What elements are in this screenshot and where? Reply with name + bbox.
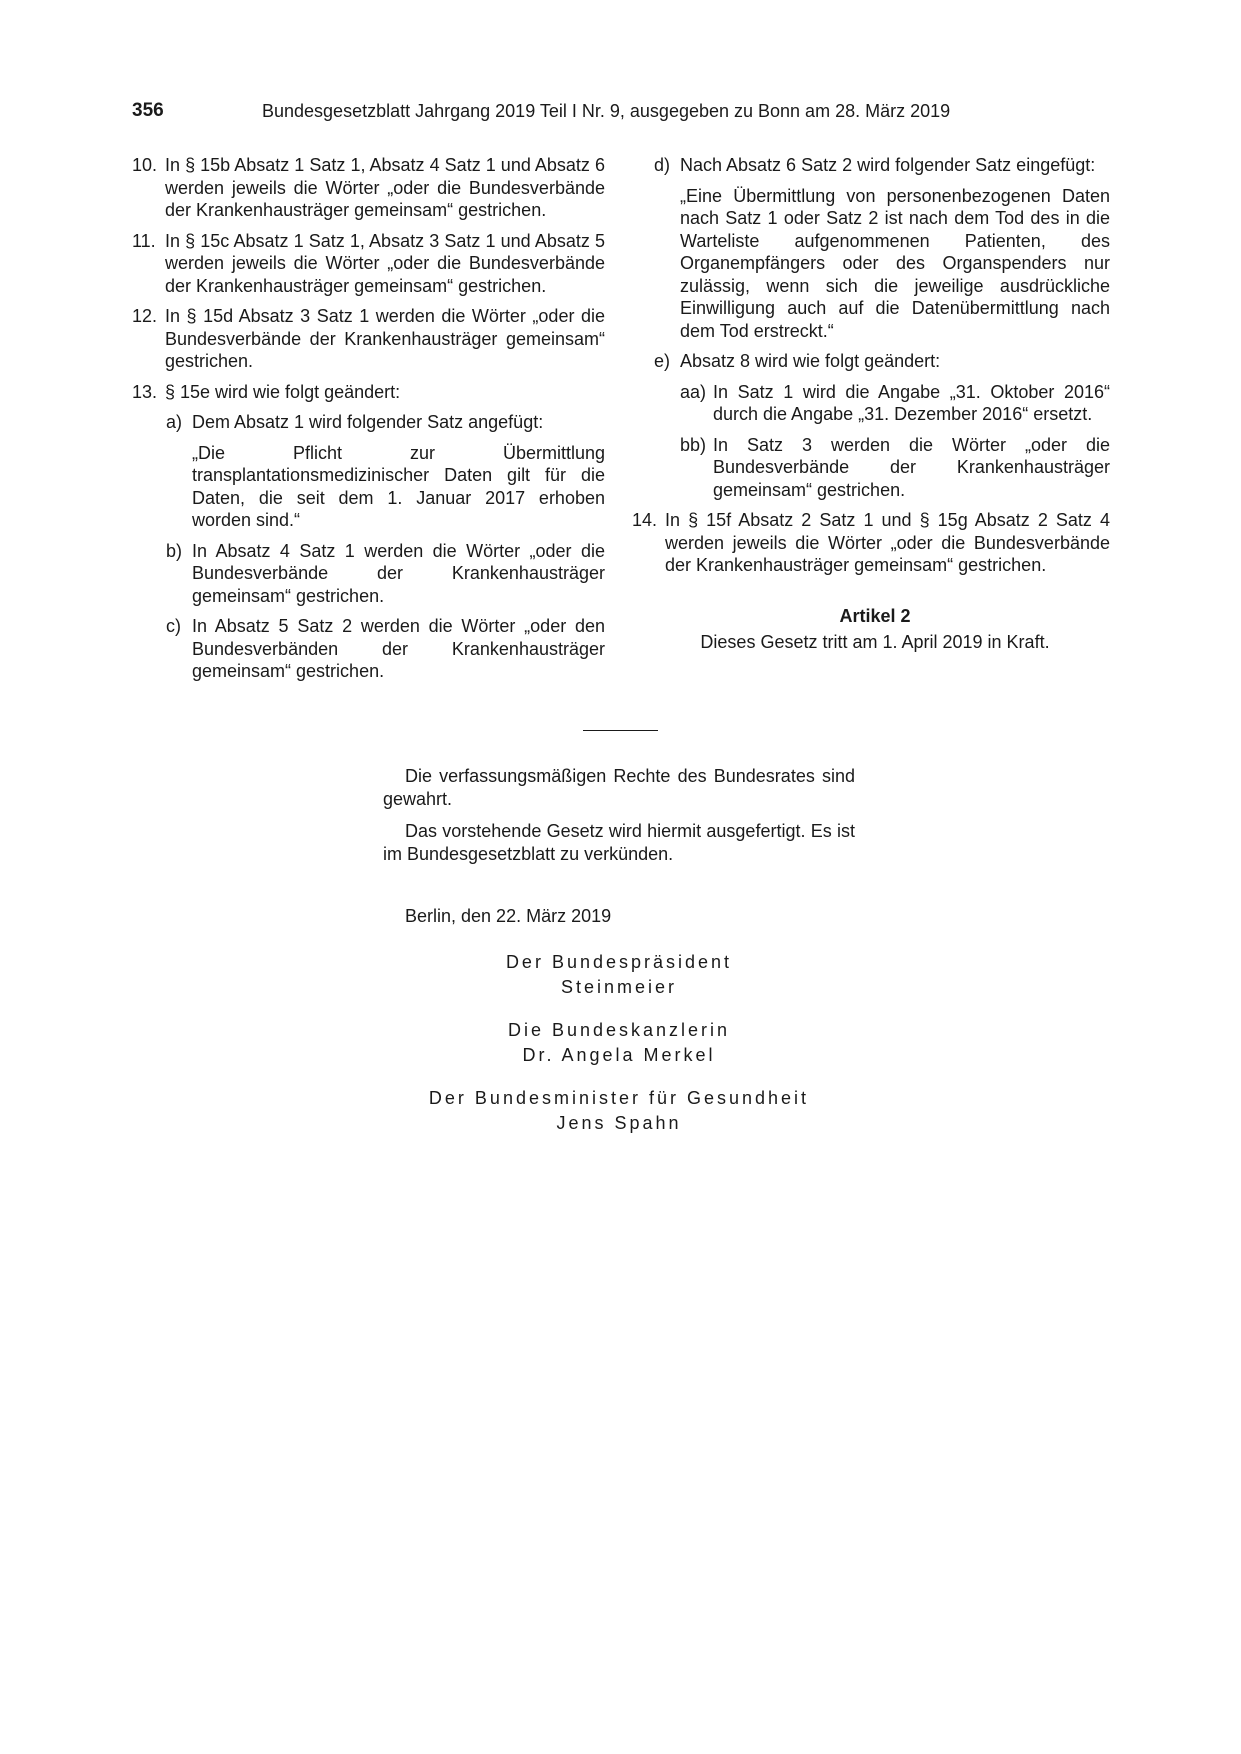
sub-item-text: In Absatz 4 Satz 1 werden die Wörter „oder die Bundesverbände der Krankenhausträger gemeinsam“ gestrichen. [192,540,605,606]
sub-item-c: c) In Absatz 5 Satz 2 werden die Wörter „oder den Bundesverbänden der Krankenhausträger gemeinsam“ gestrichen. [166,616,605,681]
sub-item-e: e) Absatz 8 wird wie folgt geändert: [654,351,941,371]
sub-item-a: a) Dem Absatz 1 wird folgender Satz angefügt: [166,412,544,432]
closing-paragraph-1: Die verfassungsmäßigen Rechte des Bundesrates sind gewahrt. [383,766,855,809]
signature-name: Steinmeier [560,977,678,997]
item-text: In § 15d Absatz 3 Satz 1 werden die Wörter „oder die Bundesverbände der Krankenhausträger gemeinsam“ gestrichen. [165,306,605,371]
quote-block [166,442,605,532]
sub-item-text: Nach Absatz 6 Satz 2 wird folgender Satz eingefügt: [680,155,1096,175]
signature-role: Die Bundeskanzlerin [507,1020,731,1040]
sub-item-text: Dem Absatz 1 wird folgender Satz angefügt: [192,412,544,432]
signature-block-minister [383,1086,855,1136]
item-text: In § 15f Absatz 2 Satz 1 und § 15g Absatz 2 Satz 4 werden jeweils die Wörter „oder die Bundesverbände der Krankenhausträger gemeinsam“ gestrichen. [665,510,1110,575]
signature-block-president [383,950,855,1000]
quote-text: „Eine Übermittlung von personenbezogenen Daten nach Satz 1 oder Satz 2 ist nach dem Tod des in die Warteliste aufgenommenen Patienten, des Organempfängers oder des Organspenders nur zulässig, wenn sich die jeweilige ausdrückliche Einwilligung auch auf die Datenübermittlung nach dem Tod erstreckt.“ [680,185,1110,341]
sub-item-text: Absatz 8 wird wie folgt geändert: [680,351,941,371]
list-item-14: 14. In § 15f Absatz 2 Satz 1 und § 15g Absatz 2 Satz 4 werden jeweils die Wörter „oder die Bundesverbände der Krankenhausträger gemeinsam“ gestrichen. [632,510,1110,575]
item-text: § 15e wird wie folgt geändert: [165,381,401,402]
sub-sub-item-aa: aa) In Satz 1 wird die Angabe „31. Oktober 2016“ durch die Angabe „31. Dezember 2016“ ersetzt. [680,381,1110,424]
sub-sub-item-bb: bb) In Satz 3 werden die Wörter „oder die Bundesverbände der Krankenhausträger gemeinsam“ gestrichen. [680,434,1110,500]
signature-role: Der Bundesminister für Gesundheit [428,1088,810,1108]
signature-block-chancellor [383,1018,855,1068]
signature-name: Jens Spahn [556,1113,682,1133]
sub-item-d: d) Nach Absatz 6 Satz 2 wird folgender Satz eingefügt: [654,155,1096,175]
quote-block [654,185,1110,343]
header-title: Bundesgesetzblatt Jahrgang 2019 Teil I Nr. 9, ausgegeben zu Bonn am 28. März 2019 [262,101,951,121]
section-divider [583,730,658,731]
signature-name: Dr. Angela Merkel [522,1045,716,1065]
right-column [632,154,1110,654]
list-item-11: 11. In § 15c Absatz 1 Satz 1, Absatz 3 Satz 1 und Absatz 5 werden jeweils die Wörter „oder die Bundesverbände der Krankenhausträger gemeinsam“ gestrichen. [132,230,605,296]
sub-sub-item-text: In Satz 1 wird die Angabe „31. Oktober 2016“ durch die Angabe „31. Dezember 2016“ ersetzt. [713,381,1110,424]
sub-sub-item-text: In Satz 3 werden die Wörter „oder die Bundesverbände der Krankenhausträger gemeinsam“ gestrichen. [713,434,1110,500]
list-item-12: 12. In § 15d Absatz 3 Satz 1 werden die Wörter „oder die Bundesverbände der Krankenhausträger gemeinsam“ gestrichen. [132,306,605,371]
item-text: In § 15b Absatz 1 Satz 1, Absatz 4 Satz 1 und Absatz 6 werden jeweils die Wörter „oder die Bundesverbände der Krankenhausträger gemeinsam“ gestrichen. [165,155,605,220]
place-and-date: Berlin, den 22. März 2019 [405,906,612,926]
list-item-13: 13. § 15e wird wie folgt geändert: [132,381,401,402]
left-column [132,154,605,691]
quote-text: „Die Pflicht zur Übermittlung transplantationsmedizinischer Daten gilt für die Daten, die seit dem 1. Januar 2017 erhoben worden sind.“ [192,442,605,530]
article-text: Dieses Gesetz tritt am 1. April 2019 in Kraft. [700,632,1050,652]
sub-item-b: b) In Absatz 4 Satz 1 werden die Wörter „oder die Bundesverbände der Krankenhausträger gemeinsam“ gestrichen. [166,540,605,606]
page-number: 356 [132,100,164,121]
closing-clause [383,765,855,875]
list-item-10: 10. In § 15b Absatz 1 Satz 1, Absatz 4 Satz 1 und Absatz 6 werden jeweils die Wörter „oder die Bundesverbände der Krankenhausträger gemeinsam“ gestrichen. [132,155,605,220]
item-text: In § 15c Absatz 1 Satz 1, Absatz 3 Satz 1 und Absatz 5 werden jeweils die Wörter „oder die Bundesverbände der Krankenhausträger gemeinsam“ gestrichen. [165,230,605,296]
page-header [132,100,1112,124]
closing-paragraph-2: Das vorstehende Gesetz wird hiermit ausgefertigt. Es ist im Bundesgesetzblatt zu verkünden. [383,821,855,864]
article-heading: Artikel 2 [839,605,911,626]
signature-role: Der Bundespräsident [505,952,733,972]
sub-item-text: In Absatz 5 Satz 2 werden die Wörter „oder den Bundesverbänden der Krankenhausträger gemeinsam“ gestrichen. [192,616,605,681]
